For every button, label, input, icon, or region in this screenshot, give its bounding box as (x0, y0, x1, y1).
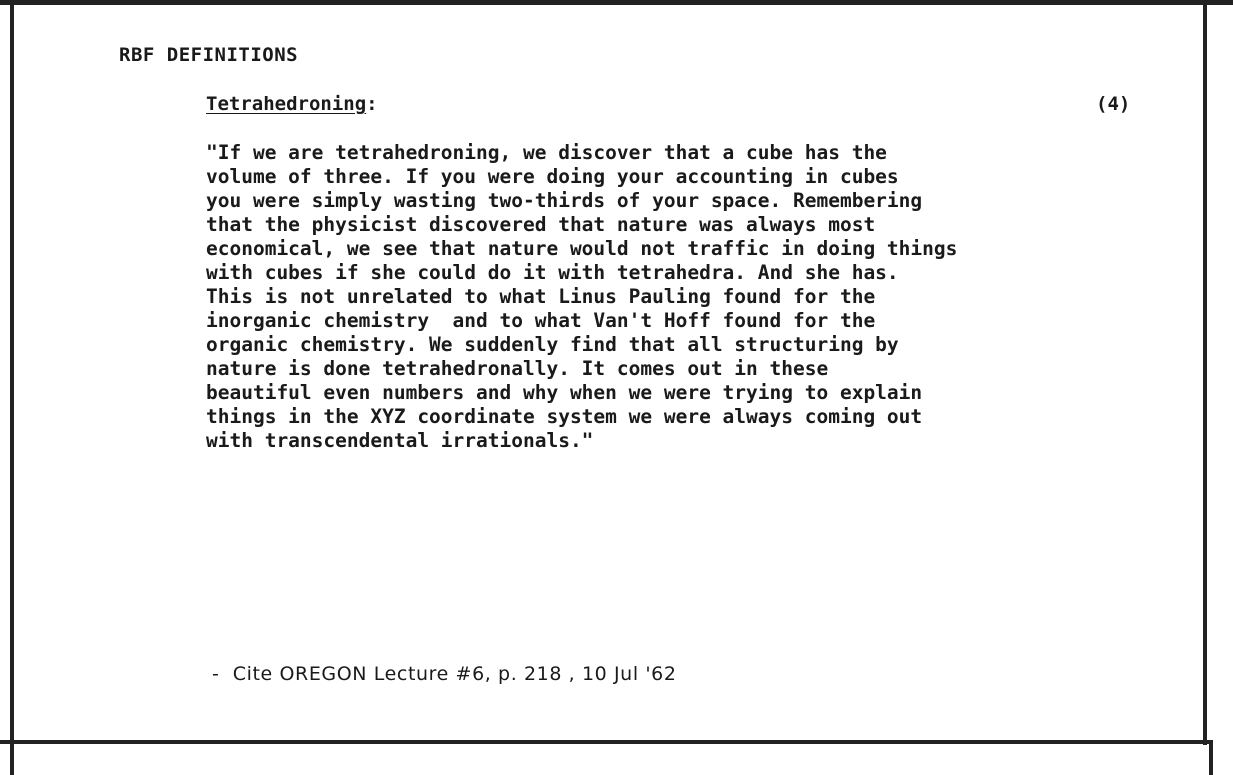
card-left-border (10, 0, 14, 775)
quote-line: inorganic chemistry and to what Van't Hoff found for the (206, 309, 876, 332)
quote-line: with transcendental irrationals." (206, 429, 594, 452)
citation-reference: - Cite OREGON Lecture #6, p. 218 , 10 Jul '62 (212, 663, 677, 685)
quote-line: This is not unrelated to what Linus Pauling found for the (206, 285, 876, 308)
quote-line: "If we are tetrahedroning, we discover that a cube has the (206, 141, 887, 164)
term-word: Tetrahedroning (206, 93, 367, 115)
quote-line: organic chemistry. We suddenly find that all structuring by (206, 333, 899, 356)
definition-quote (206, 141, 1166, 453)
card-bottom-border (0, 740, 1213, 744)
quote-line: nature is done tetrahedronally. It comes out in these (206, 357, 829, 380)
next-card-right-border (1209, 744, 1213, 775)
quote-line: beautiful even numbers and why when we were trying to explain (206, 381, 923, 404)
quote-line: you were simply wasting two-thirds of your space. Remembering (206, 189, 923, 212)
quote-line: that the physicist discovered that nature was always most (206, 213, 876, 236)
card-right-border (1203, 0, 1207, 745)
quote-line: things in the XYZ coordinate system we were always coming out (206, 405, 923, 428)
quote-line: volume of three. If you were doing your accounting in cubes (206, 165, 899, 188)
page-number: (4) (1096, 93, 1131, 115)
quote-line: with cubes if she could do it with tetrahedra. And she has. (206, 261, 899, 284)
card-top-border (0, 0, 1233, 5)
definition-term (206, 93, 378, 115)
document-header: RBF DEFINITIONS (119, 44, 299, 66)
term-colon: : (366, 93, 378, 115)
quote-line: economical, we see that nature would not traffic in doing things (206, 237, 958, 260)
